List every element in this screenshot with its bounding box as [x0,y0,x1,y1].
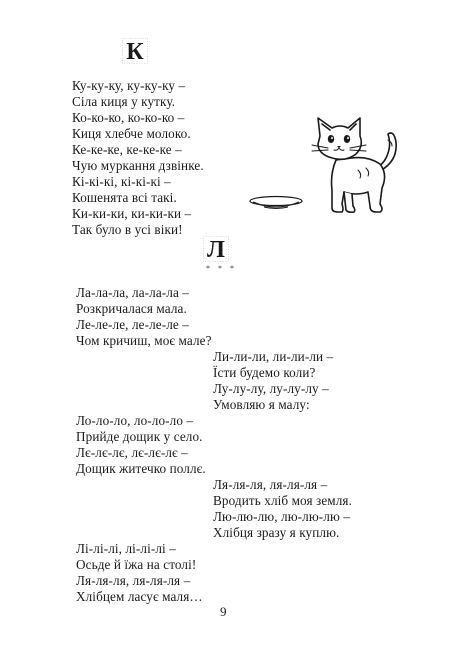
poem-line: Осьде й їжа на столі! [76,557,197,572]
poem-line: Ке-ке-ке, ке-ке-ке – [72,142,182,157]
poem-line: Хлібця зразу я куплю. [213,525,340,540]
poem-line: Розкричалася мала. [76,301,187,316]
poem-line: Ла-ла-ла, ла-ла-ла – [76,285,190,300]
poem-line: Ло-ло-ло, ло-ло-ло – [76,413,194,428]
poem-line: Ко-ко-ко, ко-ко-ко – [72,110,185,125]
poem-line: Кошенята всі такі. [72,190,177,205]
poem-line: Ля-ля-ля, ля-ля-ля – [76,573,191,588]
poem-line: Ля-ля-ля, ля-ля-ля – [213,477,328,492]
poem-line: Кі-кі-кі, кі-кі-кі – [72,174,171,189]
dropcap-l-icon [203,236,229,262]
poem-line: Їсти будемо коли? [213,365,316,380]
poem-line: Дощик житечко поллє. [76,461,206,476]
page-number: 9 [220,604,227,619]
poem-line: Чую муркання дзвінке. [72,158,204,173]
section-stars: * * * [206,264,237,273]
poem-line: Чом кричиш, моє мале? [76,333,212,348]
poem-line: Прийде дощик у село. [76,429,203,444]
poem-line: Лі-лі-лі, лі-лі-лі – [76,541,176,556]
poem-line: Лю-лю-лю, лю-лю-лю – [213,509,351,524]
poem-line: Так було в усі віки! [72,222,183,237]
svg-text:Л: Л [207,237,225,262]
svg-text:К: К [126,39,144,64]
saucer-illustration [248,194,304,214]
poem-line: Хлібцем ласує маля… [76,589,203,604]
poem-line: Сіла киця у кутку. [72,94,176,109]
poem-line: Умовляю я малу: [213,397,310,412]
poem-line: Лє-лє-лє, лє-лє-лє – [76,445,188,460]
poem-line: Ку-ку-ку, ку-ку-ку – [72,78,186,93]
poem-line: Ли-ли-ли, ли-ли-ли – [213,349,334,364]
poem-line: Ки-ки-ки, ки-ки-ки – [72,206,192,221]
cat-illustration [308,112,402,216]
poem-line: Ле-ле-ле, ле-ле-ле – [76,317,189,332]
poem-line: Лу-лу-лу, лу-лу-лу – [213,381,329,396]
poem-line: Вродить хліб моя земля. [213,493,352,508]
dropcap-k-icon [122,38,148,64]
poem-line: Киця хлебче молоко. [72,126,191,141]
